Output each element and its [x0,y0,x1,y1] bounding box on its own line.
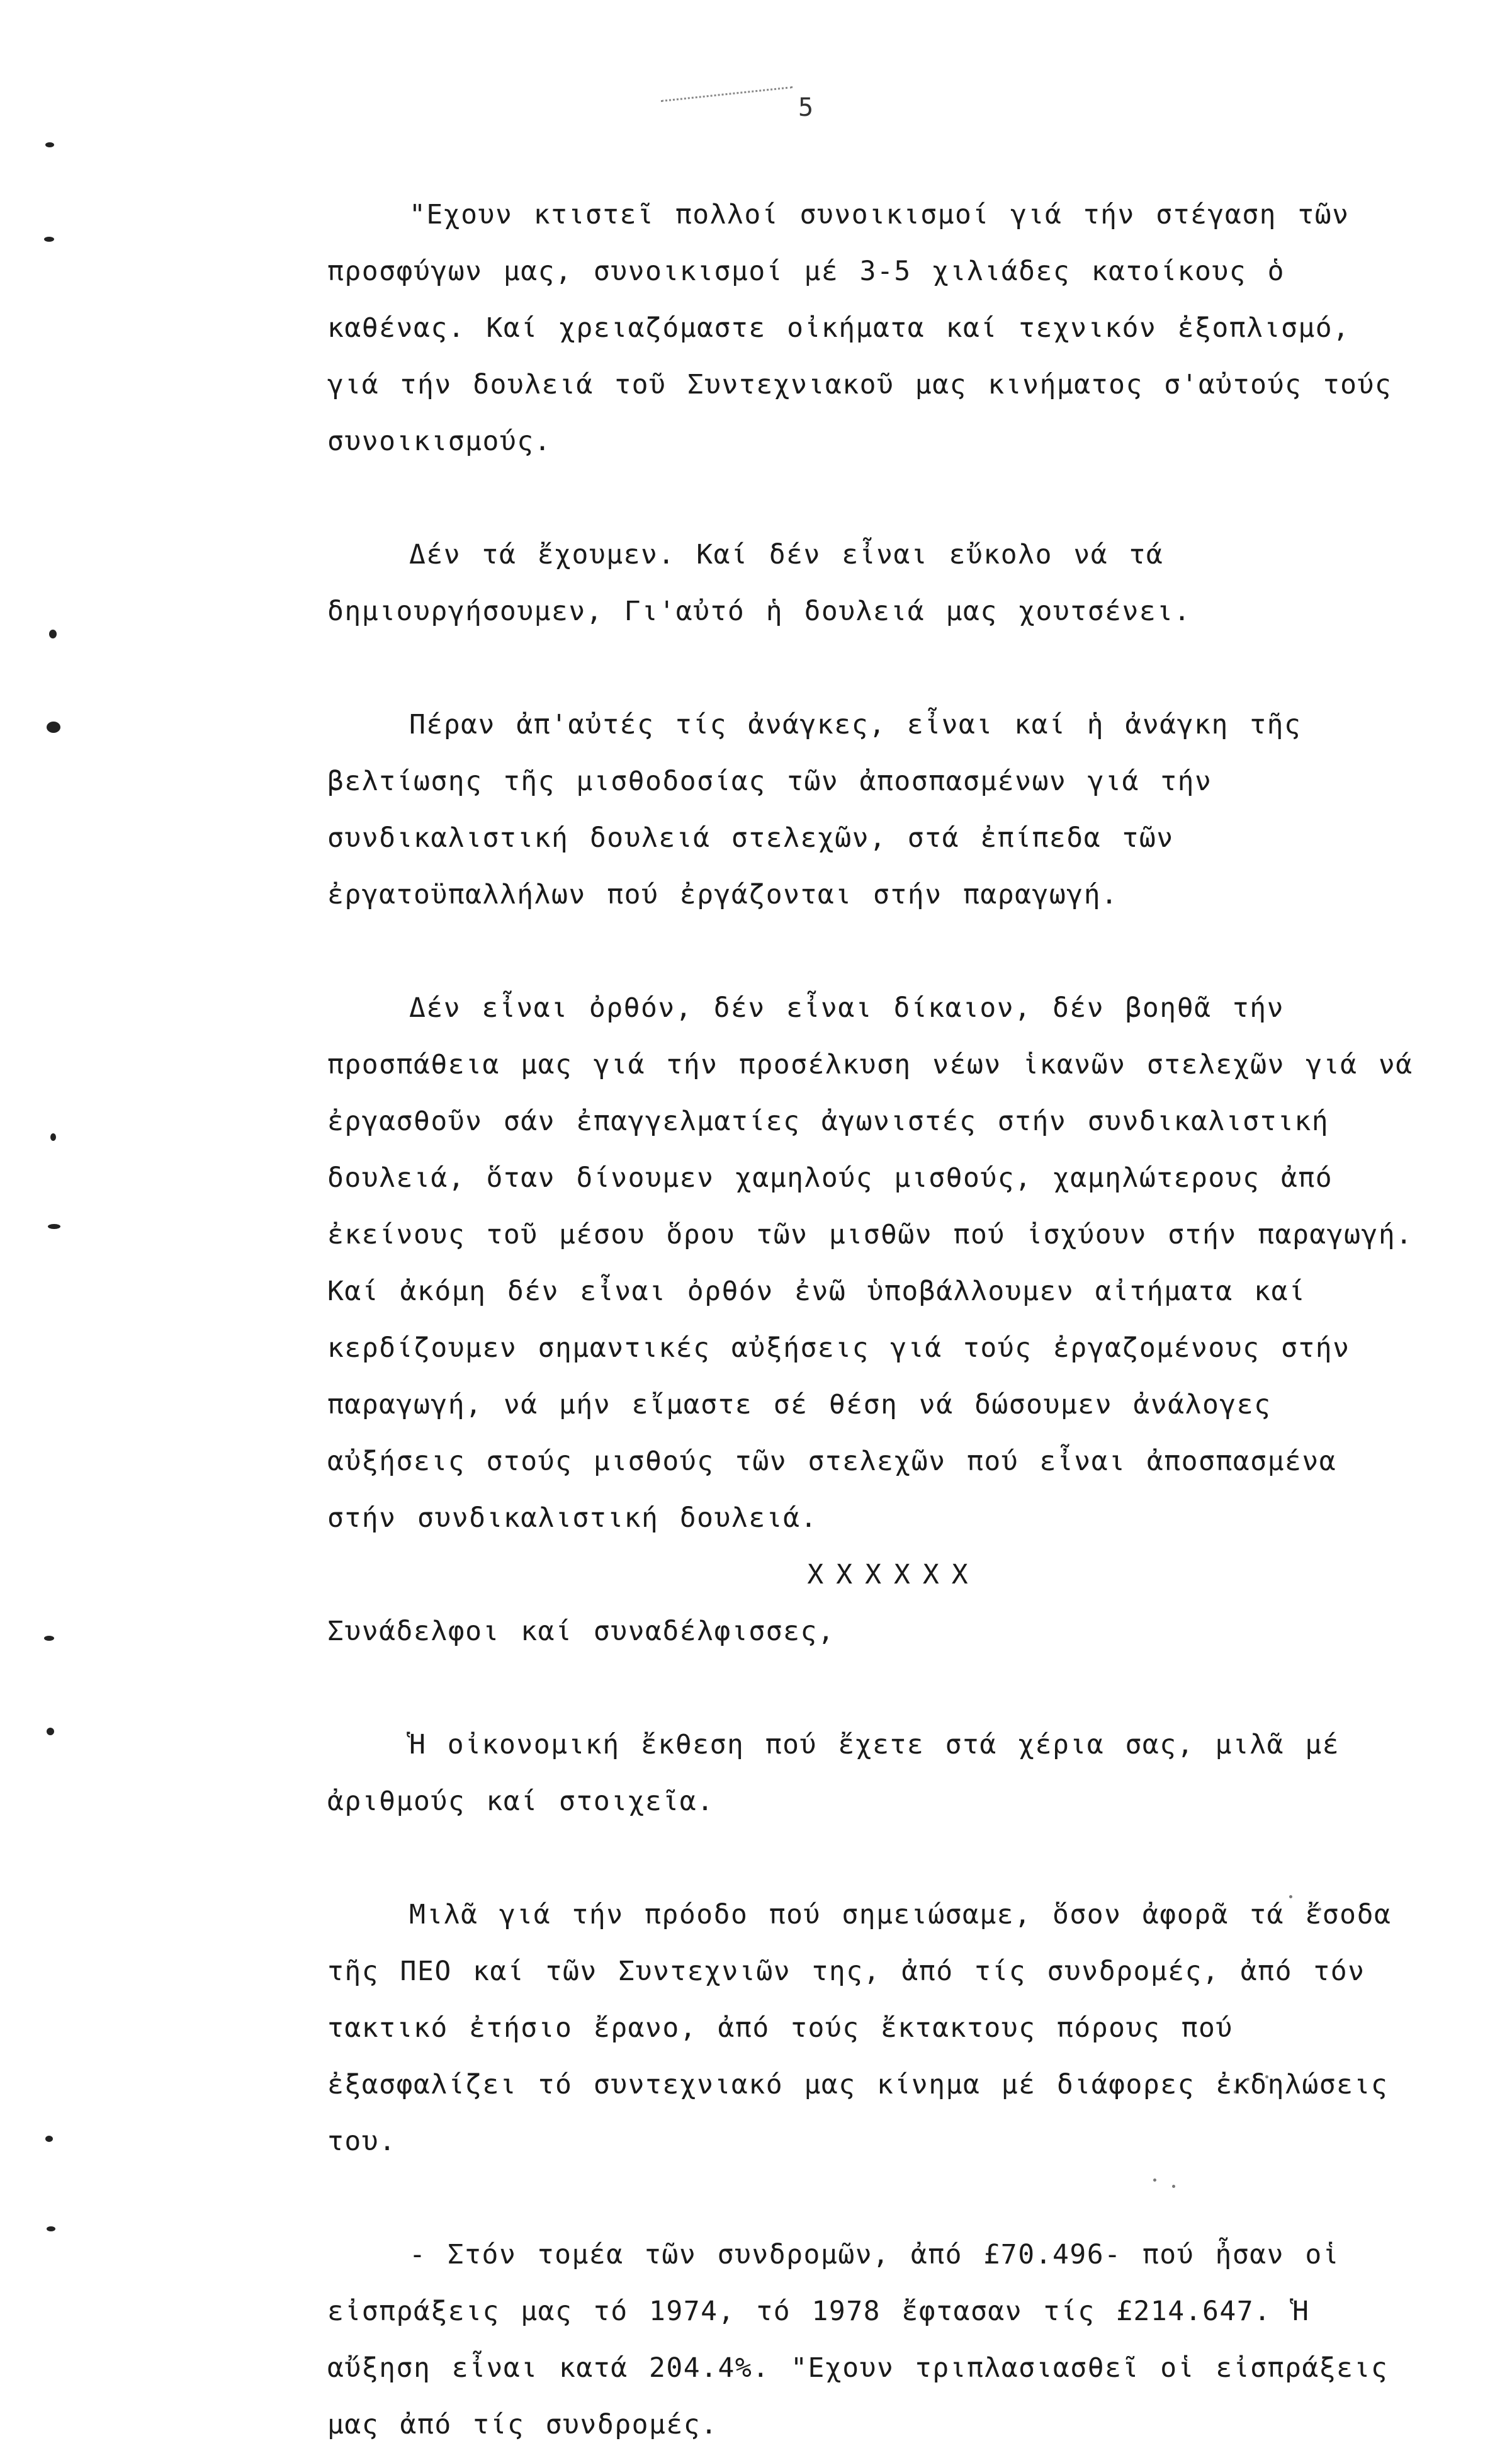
margin-mark [50,1133,56,1141]
page-number: 5 [798,93,814,122]
margin-mark [47,722,60,733]
paragraph: Μιλᾶ γιά τήν πρόοδο πού σημειώσαμε, ὅσον ἀφορᾶ τά ἔσοδα τῆς ΠΕΟ καί τῶν Συντεχνιῶν της, ἀπό τίς συνδρομές, ἀπό τόν τακτικό ἐτήσιο ἔρανο, ἀπό τούς ἔκτακτους πόρους πού ἐξασφαλίζει τό συντεχνιακό μας κίνημα μέ διάφορες ἐκδηλώσεις του. [327,1899,1392,2157]
scan-stroke [661,86,793,108]
margin-mark [47,2226,55,2231]
paragraph: Δέν εἶναι ὀρθόν, δέν εἶναι δίκαιον, δέν βοηθᾶ τήν προσπάθεια μας γιά τήν προσέλκυση νέων ἱκανῶν στελεχῶν γιά νά ἐργασθοῦν σάν ἐπαγγελματίες ἀγωνιστές στήν συνδικαλιστική δουλειά, ὅταν δίνουμεν χαμηλούς μισθούς, χαμηλώτερους ἀπό ἐκείνους τοῦ μέσου ὅρου τῶν μισθῶν πού ἰσχύουν στήν παραγωγή. Καί ἀκόμη δέν εἶναι ὀρθόν ἐνῶ ὑποβάλλουμεν αἰτήματα καί κερδίζουμεν σημαντικές αὐξήσεις γιά τούς ἐργαζομένους στήν παραγωγή, νά μήν εἴμαστε σέ θέση νά δώσουμεν ἀνάλογες αὐξήσεις στούς μισθούς τῶν στελεχῶν πού εἶναι ἀποσπασμένα στήν συνδικαλιστική δουλειά. [327,992,1413,1534]
margin-mark [44,237,54,242]
margin-mark [48,1224,60,1229]
paragraph: "Εχουν κτιστεῖ πολλοί συνοικισμοί γιά τήν στέγαση τῶν προσφύγων μας, συνοικισμοί μέ 3-5 χιλιάδες κατοίκους ὁ καθένας. Καί χρειαζόμαστε οἰκήματα καί τεχνικόν ἐξοπλισμό, γιά τήν δουλειά τοῦ Συντεχνιακοῦ μας κινήματος σ'αὐτούς τούς συνοικισμούς. [327,199,1392,457]
margin-scan-marks [0,0,88,2388]
paragraph: Ἡ οἰκονομική ἔκθεση πού ἔχετε στά χέρια σας, μιλᾶ μέ ἀριθμούς καί στοιχεῖα. [327,1729,1340,1817]
margin-mark [45,2136,53,2142]
section-separator: XXXXXX [807,1559,981,1590]
margin-mark [47,1728,54,1735]
salutation: Συνάδελφοι καί συναδέλφισσες, [327,1616,835,1647]
margin-mark [45,142,54,147]
paragraph: - Στόν τομέα τῶν συνδρομῶν, ἀπό £70.496- πού ἦσαν οἱ εἰσπράξεις μας τό 1974, τό 1978 ἔφτασαν τίς £214.647. Ἡ αὔξηση εἶναι κατά 204.4%. "Εχουν τριπλασιασθεῖ οἱ εἰσπράξεις μας ἀπό τίς συνδρομές. [327,2239,1389,2440]
paragraph: Πέραν ἀπ'αὐτές τίς ἀνάγκες, εἶναι καί ἡ ἀνάγκη τῆς βελτίωσης τῆς μισθοδοσίας τῶν ἀποσπασμένων γιά τήν συνδικαλιστική δουλειά στελεχῶν, στά ἐπίπεδα τῶν ἐργατοϋπαλλήλων πού ἐργάζονται στήν παραγωγή. [327,709,1302,910]
paragraph: Δέν τά ἔχουμεν. Καί δέν εἶναι εὔκολο νά τά δημιουργήσουμεν, Γι'αὐτό ἡ δουλειά μας χουτσένει. [327,539,1192,627]
letter-body [327,186,1423,2453]
margin-mark [49,630,57,638]
margin-mark [44,1636,54,1641]
